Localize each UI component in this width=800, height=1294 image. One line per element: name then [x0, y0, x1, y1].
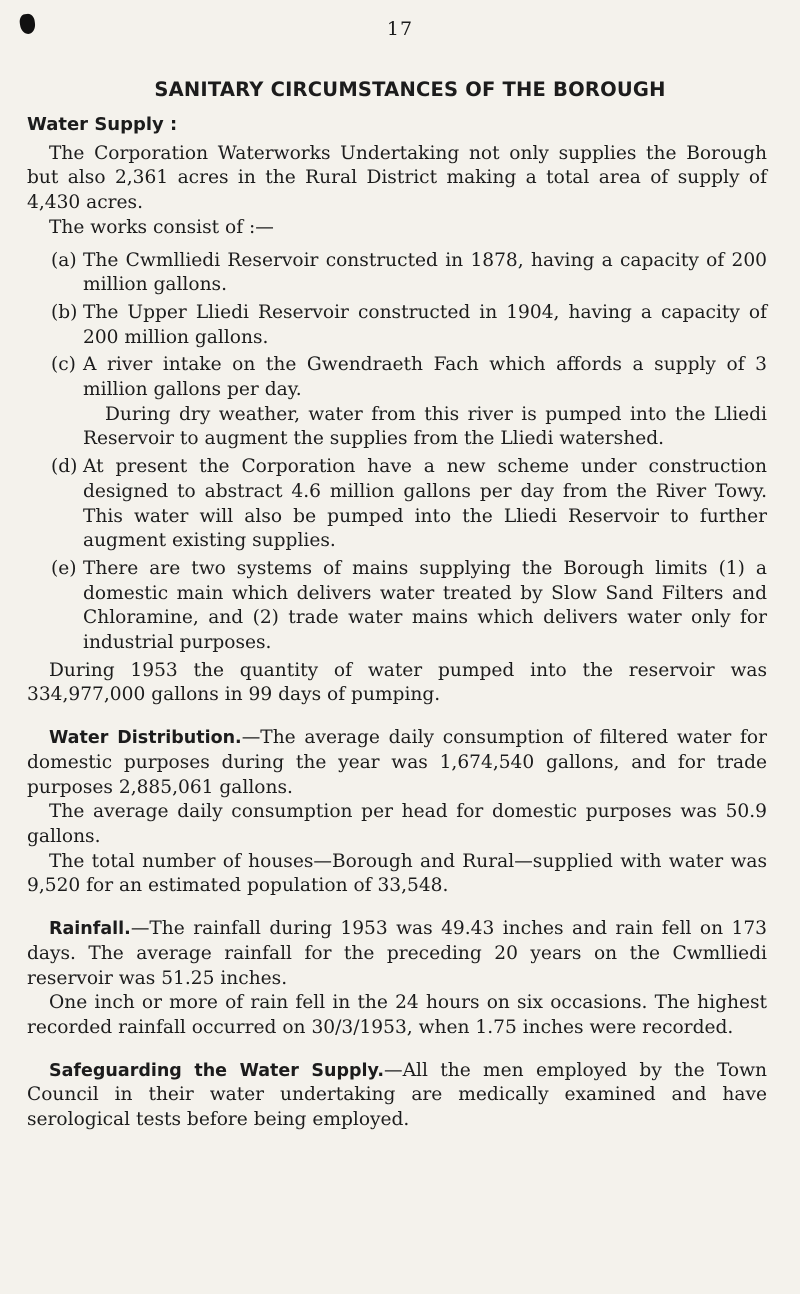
works-intro: The works consist of :—	[49, 216, 274, 238]
houses-supplied: The total number of houses—Borough and Rural—supplied with water was 9,520 for an estimated population of 33,548.	[27, 850, 767, 897]
document-body	[27, 113, 767, 1133]
list-item	[27, 455, 767, 554]
per-head-consumption: The average daily consumption per head for domestic purposes was 50.9 gallons.	[27, 801, 767, 847]
water-distribution-heading: Water Distribution.	[49, 728, 242, 749]
list-item-text: The Cwmlliedi Reservoir constructed in 1878, having a capacity of 200 million gallons.	[83, 249, 767, 296]
water-supply-intro: The Corporation Waterworks Undertaking not only supplies the Borough but also 2,361 acres in the Rural District making a total area of supply of 4,430 acres.	[27, 142, 767, 214]
rainfall-paragraph	[27, 917, 767, 991]
list-marker: (a)	[51, 249, 77, 271]
safeguarding-text: —All the men employed by the Town Council in their water undertaking are medically examined and have serological tests before being employed.	[27, 1059, 767, 1131]
rainfall-heading: Rainfall.	[49, 919, 131, 940]
list-item	[27, 301, 767, 350]
page-number: 17	[386, 18, 414, 40]
list-item-extra: During dry weather, water from this river is pumped into the Lliedi Reservoir to augment the supplies from the Lliedi watershed.	[83, 403, 767, 450]
water-supply-heading: Water Supply :	[27, 114, 178, 135]
rainfall-text: —The rainfall during 1953 was 49.43 inches and rain fell on 173 days. The average rainfall for the preceding 20 years on the Cwmlliedi reservoir was 51.25 inches.	[27, 918, 767, 989]
list-marker: (e)	[51, 557, 77, 579]
list-item	[27, 249, 767, 298]
list-marker: (d)	[51, 456, 78, 478]
spacer	[27, 1041, 767, 1059]
water-distribution-text: —The average daily consumption of filtered water for domestic purposes during the year was 1,674,540 gallons, and for trade purposes 2,885,061 gallons.	[27, 727, 767, 798]
spacer	[27, 899, 767, 917]
works-list	[27, 249, 767, 656]
spacer	[27, 708, 767, 726]
list-marker: (c)	[51, 354, 76, 376]
safeguarding-paragraph	[27, 1059, 767, 1133]
list-item	[27, 557, 767, 656]
section-title: SANITARY CIRCUMSTANCES OF THE BOROUGH	[154, 78, 666, 101]
list-item	[27, 353, 767, 452]
list-item-text: At present the Corporation have a new scheme under construction designed to abstract 4.6 million gallons per day from the River Towy. This water will also be pumped into the Lliedi Reservoir to further augment existing supplies.	[83, 456, 767, 552]
rainfall-extra: One inch or more of rain fell in the 24 hours on six occasions. The highest recorded rainfall occurred on 30/3/1953, when 1.75 inches were recorded.	[27, 992, 767, 1038]
list-item-text: A river intake on the Gwendraeth Fach which affords a supply of 3 million gallons per day.	[83, 354, 767, 401]
water-distribution-paragraph	[27, 726, 767, 800]
pumped-quantity: During 1953 the quantity of water pumped into the reservoir was 334,977,000 gallons in 99 days of pumping.	[27, 659, 767, 706]
list-marker: (b)	[51, 301, 78, 323]
safeguarding-heading: Safeguarding the Water Supply.	[49, 1060, 384, 1081]
list-item-text: The Upper Lliedi Reservoir constructed in 1904, having a capacity of 200 million gallons.	[83, 301, 767, 348]
list-item-text: There are two systems of mains supplying the Borough limits (1) a domestic main which delivers water treated by Slow Sand Filters and Chloramine, and (2) trade water mains which delivers water only for industrial purposes.	[83, 557, 767, 654]
